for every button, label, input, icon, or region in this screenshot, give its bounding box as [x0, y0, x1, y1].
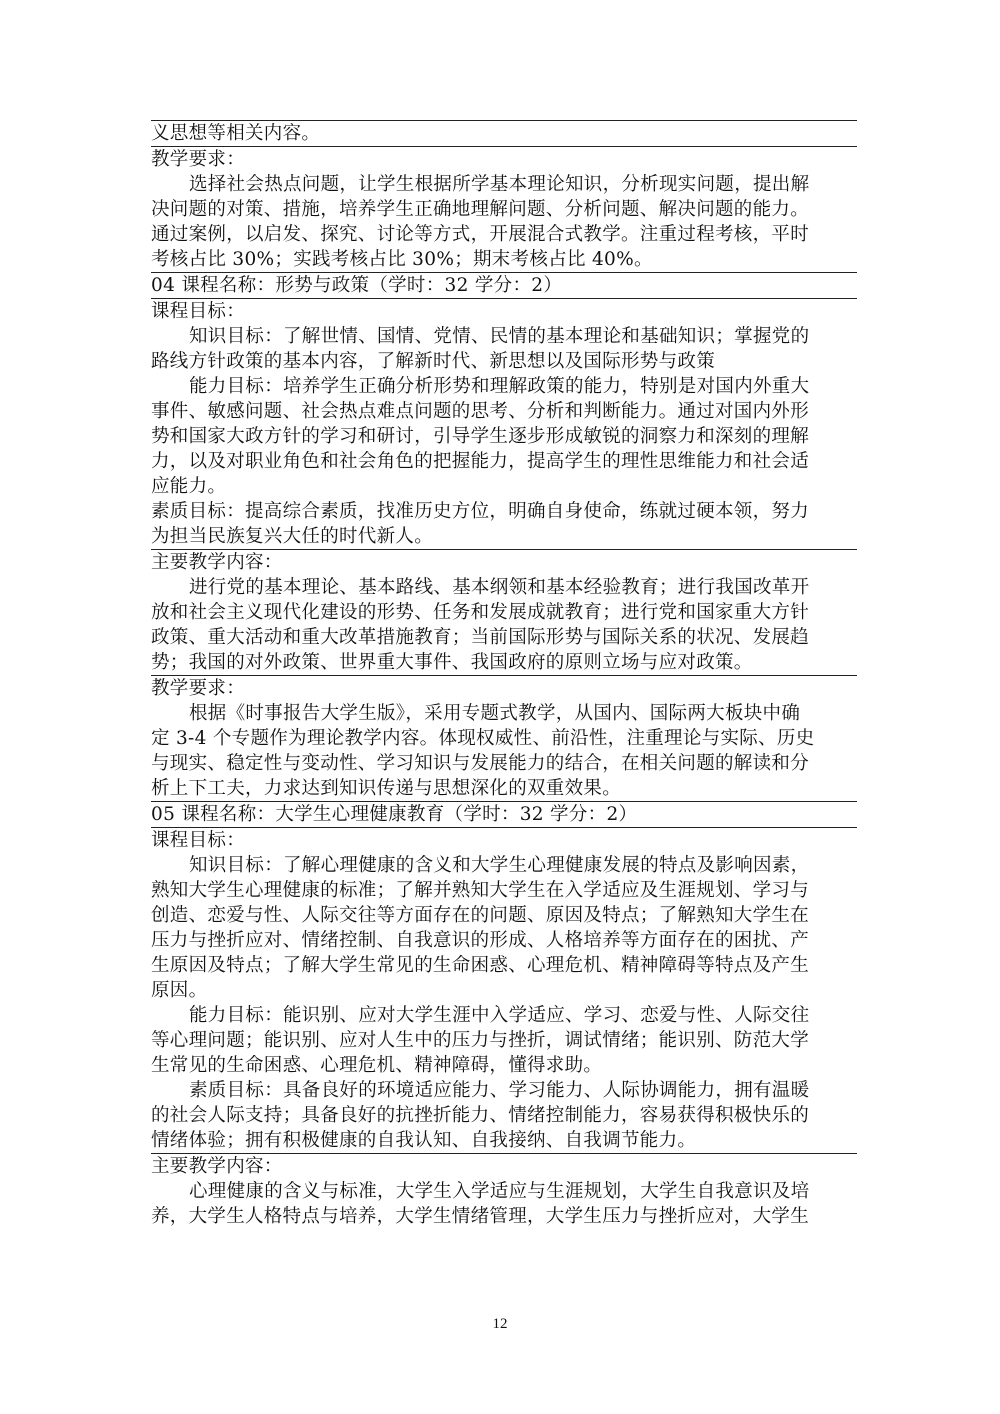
table-row	[151, 1153, 857, 1229]
text-line: 通过案例，以启发、探究、讨论等方式，开展混合式教学。注重过程考核，平时	[151, 224, 810, 245]
text-line: 创造、恋爱与性、人际交往等方面存在的问题、原因及特点；了解熟知大学生在	[151, 905, 810, 926]
text-line: 能力目标：能识别、应对大学生涯中入学适应、学习、恋爱与性、人际交往	[189, 1005, 810, 1026]
text-line: 政策、重大活动和重大改革措施教育；当前国际形势与国际关系的状况、发展趋	[151, 627, 810, 648]
text-line: 力，以及对职业角色和社会角色的把握能力，提高学生的理性思维能力和社会适	[151, 451, 810, 472]
text-line: 04 课程名称：形势与政策（学时：32 学分：2）	[151, 275, 563, 296]
text-line: 的社会人际支持；具备良好的抗挫折能力、情绪控制能力，容易获得积极快乐的	[151, 1105, 810, 1126]
section-heading: 课程目标：	[151, 301, 246, 322]
table-row	[151, 827, 857, 1153]
text-line: 知识目标：了解世情、国情、党情、民情的基本理论和基础知识；掌握党的	[189, 326, 810, 347]
text-line: 素质目标：具备良好的环境适应能力、学习能力、人际协调能力，拥有温暖	[189, 1080, 810, 1101]
text-line: 势；我国的对外政策、世界重大事件、我国政府的原则立场与应对政策。	[151, 652, 753, 673]
text-line: 进行党的基本理论、基本路线、基本纲领和基本经验教育；进行我国改革开	[189, 577, 810, 598]
text-line: 事件、敏感问题、社会热点难点问题的思考、分析和判断能力。通过对国内外形	[151, 401, 810, 422]
table-row	[151, 549, 857, 675]
section-heading: 课程目标：	[151, 830, 246, 851]
text-line: 放和社会主义现代化建设的形势、任务和发展成就教育；进行党和国家重大方针	[151, 602, 810, 623]
text-line: 情绪体验；拥有积极健康的自我认知、自我接纳、自我调节能力。	[151, 1130, 697, 1151]
table-row	[151, 272, 857, 298]
text-line: 素质目标：提高综合素质，找准历史方位，明确自身使命，练就过硬本领，努力	[151, 501, 810, 522]
text-line: 析上下工夫，力求达到知识传递与思想深化的双重效果。	[151, 778, 622, 799]
text-line: 心理健康的含义与标准，大学生入学适应与生涯规划，大学生自我意识及培	[189, 1181, 810, 1202]
text-line: 熟知大学生心理健康的标准；了解并熟知大学生在入学适应及生涯规划、学习与	[151, 880, 810, 901]
section-heading: 主要教学内容：	[151, 552, 283, 573]
section-heading: 教学要求：	[151, 149, 246, 170]
text-line: 定 3-4 个专题作为理论教学内容。体现权威性、前沿性，注重理论与实际、历史	[151, 728, 815, 749]
text-line: 05 课程名称：大学生心理健康教育（学时：32 学分：2）	[151, 804, 638, 825]
section-heading: 主要教学内容：	[151, 1156, 283, 1177]
text-line: 生常见的生命困惑、心理危机、精神障碍，懂得求助。	[151, 1055, 603, 1076]
text-line: 根据《时事报告大学生版》，采用专题式教学，从国内、国际两大板块中确	[189, 703, 801, 724]
text-line: 压力与挫折应对、情绪控制、自我意识的形成、人格培养等方面存在的困扰、产	[151, 930, 810, 951]
text-line: 原因。	[151, 980, 208, 1001]
text-line: 能力目标：培养学生正确分析形势和理解政策的能力，特别是对国内外重大	[189, 376, 810, 397]
text-line: 知识目标：了解心理健康的含义和大学生心理健康发展的特点及影响因素，	[189, 855, 810, 876]
text-line: 为担当民族复兴大任的时代新人。	[151, 526, 434, 547]
text-line: 生原因及特点；了解大学生常见的生命困惑、心理危机、精神障碍等特点及产生	[151, 955, 810, 976]
text-line: 势和国家大政方针的学习和研讨，引导学生逐步形成敏锐的洞察力和深刻的理解	[151, 426, 810, 447]
table-row	[151, 298, 857, 549]
section-heading: 教学要求：	[151, 678, 246, 699]
text-line: 考核占比 30%；实践考核占比 30%；期末考核占比 40%。	[151, 249, 653, 270]
text-line: 等心理问题；能识别、应对人生中的压力与挫折，调试情绪；能识别、防范大学	[151, 1030, 810, 1051]
table-row	[151, 675, 857, 801]
text-line: 义思想等相关内容。	[151, 123, 321, 144]
document-body	[151, 120, 857, 1229]
text-line: 选择社会热点问题，让学生根据所学基本理论知识，分析现实问题，提出解	[189, 174, 810, 195]
text-line: 养，大学生人格特点与培养，大学生情绪管理，大学生压力与挫折应对，大学生	[151, 1206, 810, 1227]
text-line: 应能力。	[151, 476, 227, 497]
table-row	[151, 120, 857, 146]
table-row	[151, 801, 857, 827]
text-line: 路线方针政策的基本内容，了解新时代、新思想以及国际形势与政策	[151, 351, 716, 372]
text-line: 与现实、稳定性与变动性、学习知识与发展能力的结合，在相关问题的解读和分	[151, 753, 810, 774]
text-line: 决问题的对策、措施，培养学生正确地理解问题、分析问题、解决问题的能力。	[151, 199, 810, 220]
page-number: 12	[492, 1316, 508, 1332]
table-row	[151, 146, 857, 272]
